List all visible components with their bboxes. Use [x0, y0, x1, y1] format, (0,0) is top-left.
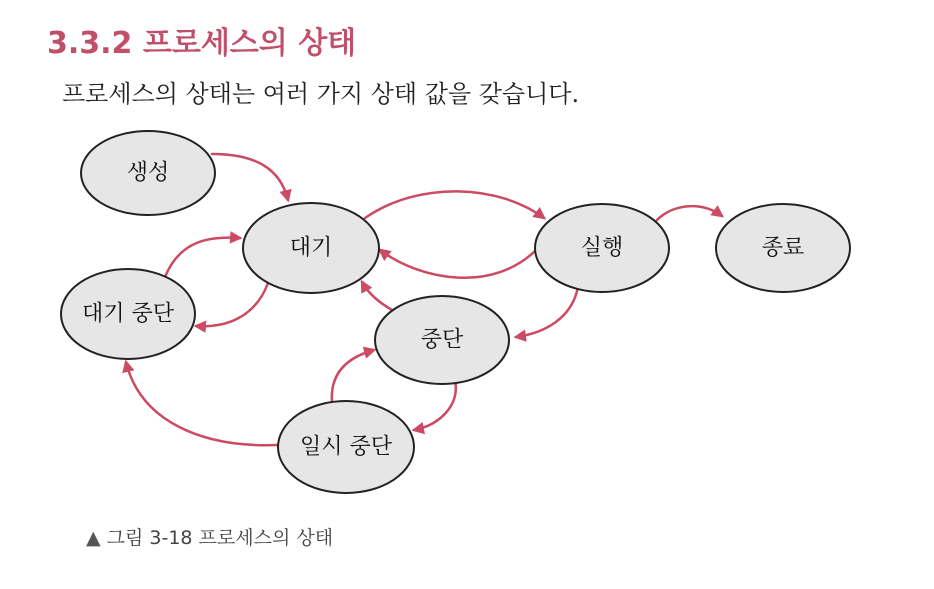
figure-caption: [86, 523, 333, 550]
figure-caption-text: 그림 3-18 프로세스의 상태: [106, 527, 334, 549]
node-ready: [243, 203, 379, 293]
section-title: 3.3.2 프로세스의 상태: [47, 26, 357, 61]
edge-create-to-ready: [212, 154, 288, 200]
node-ready-suspend: [61, 269, 195, 359]
node-run-label: 실행: [580, 235, 624, 261]
node-exit: [716, 204, 850, 292]
node-ready-label: 대기: [289, 235, 333, 261]
intro-text: 프로세스의 상태는 여러 가지 상태 값을 갖습니다.: [62, 80, 580, 108]
edge-ready-suspend-to-ready: [165, 238, 240, 277]
triangle-icon: ▲: [86, 527, 101, 549]
node-suspend: [278, 401, 414, 493]
edge-blocked-to-suspend: [414, 380, 456, 430]
edge-run-to-exit: [657, 206, 722, 220]
node-exit-label: 종료: [761, 235, 805, 261]
edge-ready-to-run: [365, 191, 544, 218]
edge-ready-to-ready-suspend: [196, 283, 268, 326]
node-blocked-label: 중단: [420, 327, 464, 353]
node-suspend-label: 일시 중단: [299, 434, 393, 460]
node-run: [535, 204, 669, 292]
node-blocked: [375, 296, 509, 384]
edge-suspend-to-blocked: [332, 350, 374, 402]
node-create: [81, 131, 215, 215]
node-ready-suspend-label: 대기 중단: [81, 301, 175, 327]
edge-blocked-to-ready: [362, 282, 392, 310]
edge-suspend-to-ready-suspend: [126, 362, 278, 445]
node-create-label: 생성: [126, 160, 170, 186]
edge-run-to-ready: [380, 246, 540, 278]
edge-run-to-blocked: [516, 287, 578, 337]
